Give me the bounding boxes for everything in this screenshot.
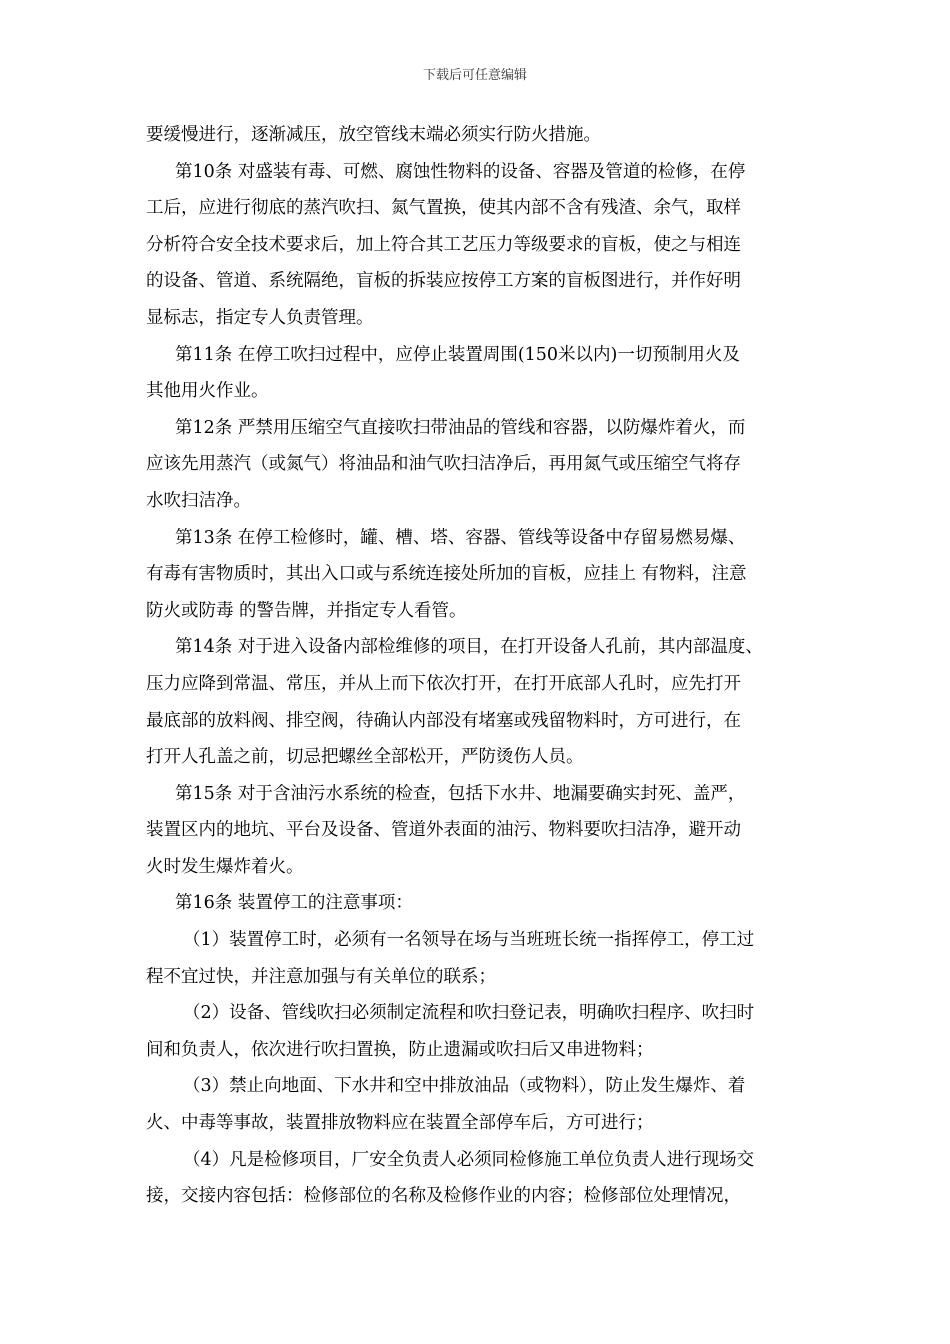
text-line: 接，交接内容包括：检修部位的名称及检修作业的内容；检修部位处理情况，: [146, 1186, 741, 1207]
text-line: 显标志，指定专人负责管理。: [146, 307, 374, 328]
text-line: 第11条 在停工吹扫过程中，应停止装置周围(150米以内)一切预制用火及: [175, 344, 740, 365]
text-line: 火、中毒等事故，装置排放物料应在装置全部停车后，方可进行；: [146, 1113, 654, 1134]
text-line: 压力应降到常温、常压，并从上而下依次打开，在打开底部人孔时，应先打开: [146, 673, 741, 694]
text-line: 应该先用蒸汽（或氮气）将油品和油气吹扫洁净后，再用氮气或压缩空气将存: [146, 454, 741, 475]
page-header-note: 下载后可任意编辑: [422, 68, 527, 83]
text-line: 装置区内的地坑、平台及设备、管道外表面的油污、物料要吹扫洁净，避开动: [146, 820, 741, 841]
text-line: （4）凡是检修项目，厂安全负责人必须同检修施工单位负责人进行现场交: [183, 1149, 755, 1170]
text-line: 程不宜过快，并注意加强与有关单位的联系；: [146, 966, 496, 987]
text-line: 第15条 对于含油污水系统的检查，包括下水井、地漏要确实封死、盖严，: [175, 783, 746, 804]
text-line: 的设备、管道、系统隔绝，盲板的拆装应按停工方案的盲板图进行，并作好明: [146, 271, 741, 292]
text-line: （2）设备、管线吹扫必须制定流程和吹扫登记表，明确吹扫程序、吹扫时: [183, 1003, 755, 1024]
text-line: 第10条 对盛装有毒、可燃、腐蚀性物料的设备、容器及管道的检修，在停: [175, 161, 746, 182]
text-line: 第12条 严禁用压缩空气直接吹扫带油品的管线和容器，以防爆炸着火，而: [175, 417, 746, 438]
text-line: 第13条 在停工检修时，罐、槽、塔、容器、管线等设备中存留易燃易爆、: [175, 527, 746, 548]
text-line: 分析符合安全技术要求后，加上符合其工艺压力等级要求的盲板，使之与相连: [146, 234, 741, 255]
text-line: （1）装置停工时，必须有一名领导在场与当班班长统一指挥停工，停工过: [183, 930, 755, 951]
document-body: [146, 117, 826, 1215]
text-line: 第16条 装置停工的注意事项：: [175, 893, 413, 914]
text-line: 其他用火作业。: [146, 381, 269, 402]
text-line: 工后，应进行彻底的蒸汽吹扫、氮气置换，使其内部不含有残渣、余气，取样: [146, 198, 741, 219]
text-line: 间和负责人，依次进行吹扫置换，防止遗漏或吹扫后又串进物料；: [146, 1039, 654, 1060]
text-line: 火时发生爆炸着火。: [146, 856, 304, 877]
text-line: 最底部的放料阀、排空阀，待确认内部没有堵塞或残留物料时，方可进行，在: [146, 710, 741, 731]
text-line: 防火或防毒 的警告牌，并指定专人看管。: [146, 600, 467, 621]
text-line: 第14条 对于进入设备内部检维修的项目，在打开设备人孔前，其内部温度、: [175, 637, 763, 658]
text-line: 打开人孔盖之前，切忌把螺丝全部松开，严防烫伤人员。: [146, 747, 584, 768]
text-line: 要缓慢进行，逐渐减压，放空管线末端必须实行防火措施。: [146, 125, 601, 145]
text-line: 有毒有害物质时，其出入口或与系统连接处所加的盲板，应挂上 有物料，注意: [146, 564, 747, 585]
text-line: 水吹扫洁净。: [146, 490, 251, 511]
text-line: （3）禁止向地面、下水井和空中排放油品（或物料），防止发生爆炸、着: [183, 1076, 746, 1097]
